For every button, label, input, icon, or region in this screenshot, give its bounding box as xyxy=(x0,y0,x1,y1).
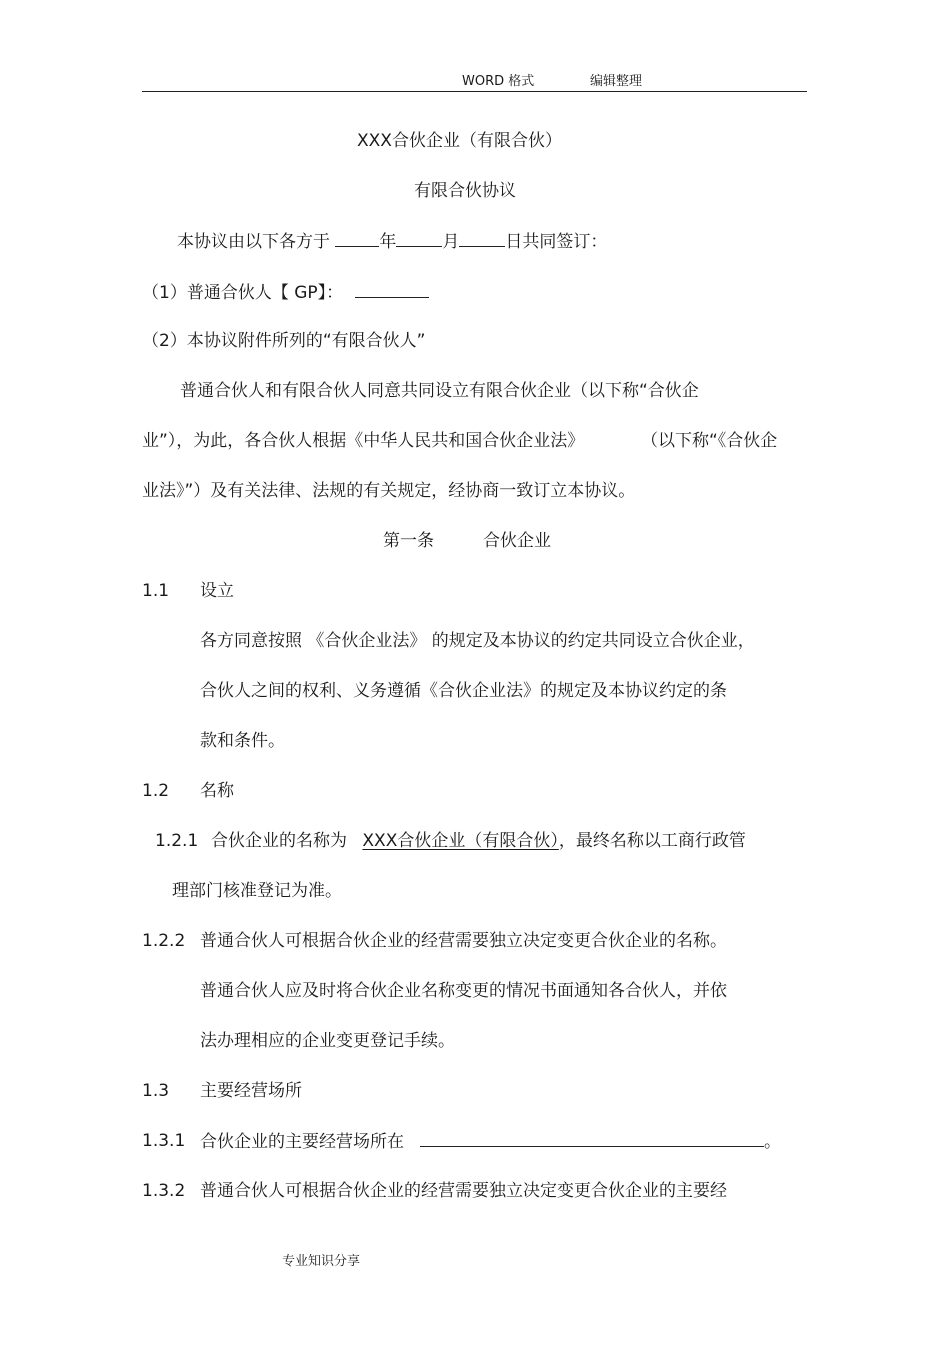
intro-month: 月 xyxy=(442,232,460,252)
section-1-2-1-post: ，最终名称以工商行政管 xyxy=(558,831,746,851)
section-1-3-1-line xyxy=(200,1130,781,1153)
intro-day: 日共同签订： xyxy=(505,232,608,252)
section-1-2-2-line3: 法办理相应的企业变更登记手续。 xyxy=(200,1031,455,1051)
para1-line1: 普通合伙人和有限合伙人同意共同设立有限合伙企业（以下称“合伙企 xyxy=(180,381,699,401)
para1-line3: 业法》”）及有关法律、法规的有关规定，经协商一致订立本协议。 xyxy=(142,481,636,501)
day-blank xyxy=(459,230,505,247)
party-2: （2）本协议附件所列的“有限合伙人” xyxy=(142,331,426,351)
intro-line xyxy=(177,230,607,253)
section-1-3-1-end: 。 xyxy=(764,1132,781,1152)
section-1-2-1-cont: 理部门核准登记为准。 xyxy=(172,881,342,901)
gp-blank xyxy=(355,281,429,298)
section-1-2-1-line xyxy=(211,830,746,852)
section-1-3-2-line1: 普通合伙人可根据合伙企业的经营需要独立决定变更合伙企业的主要经 xyxy=(200,1181,727,1201)
section-1-2-number: 1.2 xyxy=(142,781,170,801)
section-1-2-2-number: 1.2.2 xyxy=(142,931,186,951)
section-1-3-1-number: 1.3.1 xyxy=(142,1131,186,1151)
section-1-1-title: 设立 xyxy=(200,581,234,601)
month-blank xyxy=(396,230,442,247)
section-1-3-2-number: 1.3.2 xyxy=(142,1181,186,1201)
section-1-1-line3: 款和条件。 xyxy=(200,731,285,751)
header-edit-label: 编辑整理 xyxy=(590,74,643,89)
document-subtitle: 有限合伙协议 xyxy=(414,181,516,201)
article-1-number: 第一条 xyxy=(383,531,434,551)
section-1-1-line2: 合伙人之间的权利、义务遵循《合伙企业法》的规定及本协议约定的条 xyxy=(200,681,727,701)
section-1-2-2-line2: 普通合伙人应及时将合伙企业名称变更的情况书面通知各合伙人，并依 xyxy=(200,981,727,1001)
party-1-label: （1）普通合伙人【 GP】： xyxy=(142,283,344,303)
section-1-2-title: 名称 xyxy=(200,781,234,801)
section-1-3-title: 主要经营场所 xyxy=(200,1081,302,1101)
intro-year: 年 xyxy=(379,232,397,252)
para1-line2b: （以下称“《合伙企 xyxy=(641,431,778,451)
partnership-name: XXX合伙企业（有限合伙） xyxy=(362,831,559,851)
section-1-1-line1: 各方同意按照 《合伙企业法》 的规定及本协议的约定共同设立合伙企业， xyxy=(200,631,755,651)
intro-pre: 本协议由以下各方于 xyxy=(177,232,330,252)
section-1-2-1-pre: 合伙企业的名称为 xyxy=(211,831,347,851)
header-divider xyxy=(142,91,807,92)
section-1-3-1-text: 合伙企业的主要经营场所在 xyxy=(200,1132,404,1152)
section-1-2-1-number: 1.2.1 xyxy=(155,831,199,851)
party-1 xyxy=(142,281,429,304)
section-1-2-2-line1: 普通合伙人可根据合伙企业的经营需要独立决定变更合伙企业的名称。 xyxy=(200,931,727,951)
article-1-title: 合伙企业 xyxy=(483,531,551,551)
address-blank xyxy=(420,1130,764,1147)
section-1-3-number: 1.3 xyxy=(142,1081,170,1101)
document-title: XXX合伙企业（有限合伙） xyxy=(357,131,562,151)
year-blank xyxy=(335,230,379,247)
header-format-label: WORD 格式 xyxy=(462,74,535,89)
footer-label: 专业知识分享 xyxy=(282,1254,361,1269)
section-1-1-number: 1.1 xyxy=(142,581,170,601)
para1-line2a: 业”），为此，各合伙人根据《中华人民共和国合伙企业法》 xyxy=(142,431,585,451)
